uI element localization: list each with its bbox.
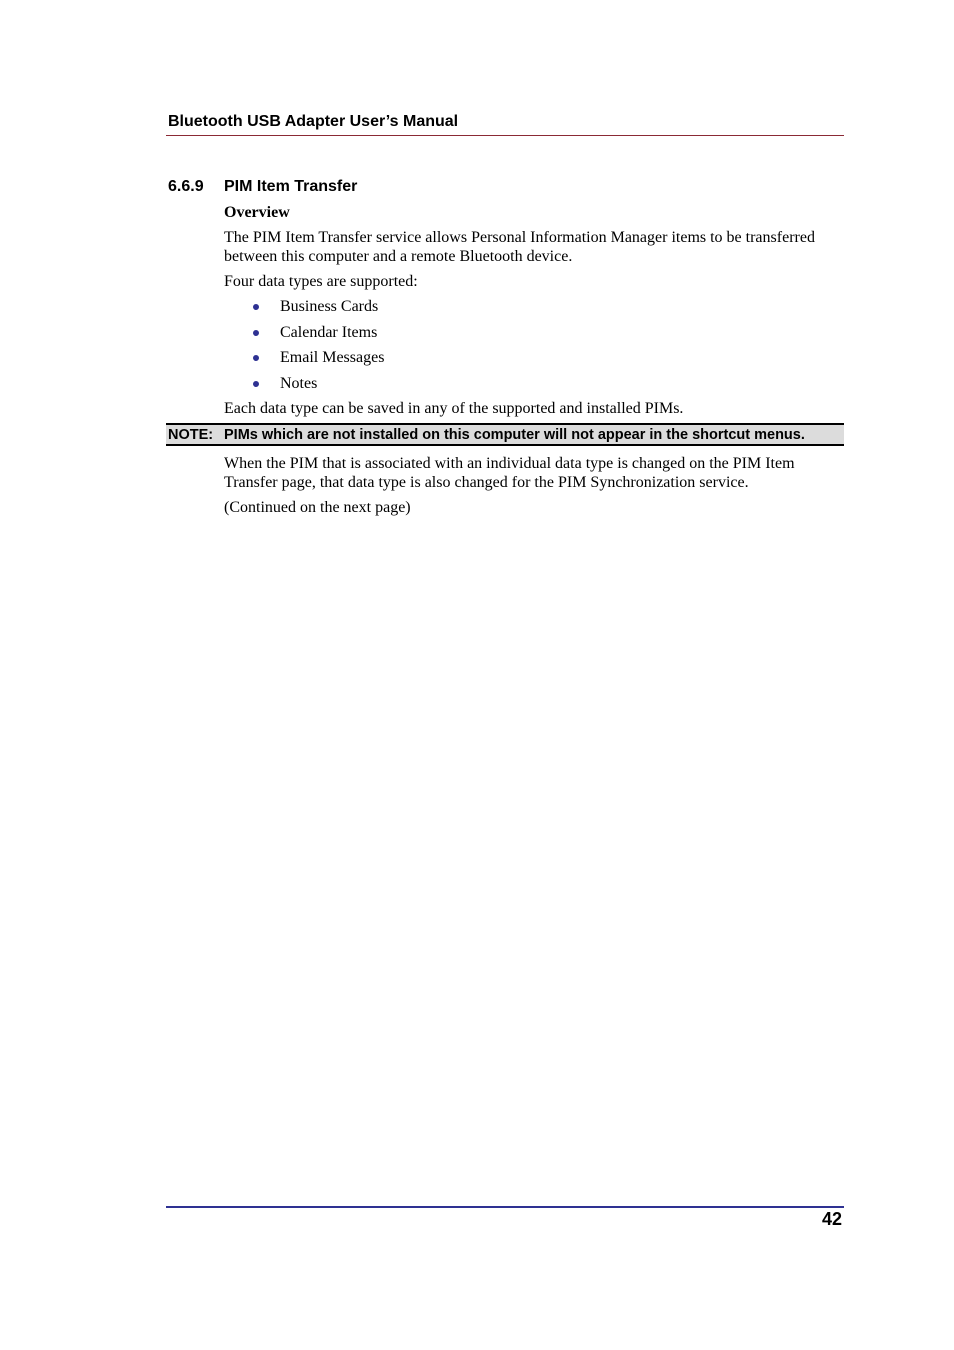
header-rule: [166, 135, 844, 136]
list-item-label: Notes: [280, 374, 318, 392]
footer-rule: [166, 1206, 844, 1208]
intro-paragraph: The PIM Item Transfer service allows Personal Information Manager items to be transferred between this computer and a remote Bluetooth device.: [224, 229, 815, 265]
list-item-label: Business Cards: [280, 298, 379, 315]
association-paragraph: When the PIM that is associated with an individual data type is changed on the PIM Item Transfer page, that data type is also changed for the PIM Synchronization service.: [224, 455, 795, 491]
bullet-icon: [253, 304, 259, 310]
bullet-icon: [253, 355, 259, 361]
note-text: PIMs which are not installed on this computer will not appear in the shortcut menus.: [224, 427, 805, 443]
running-header-title: Bluetooth USB Adapter User’s Manual: [168, 113, 459, 130]
data-types-list: [224, 297, 384, 399]
page-number: 42: [821, 1209, 842, 1229]
list-item: [224, 297, 384, 323]
list-item: [224, 323, 384, 349]
section-heading: [168, 178, 357, 196]
list-item-label: Email Messages: [280, 349, 385, 366]
note-label: NOTE:: [168, 427, 214, 443]
types-outro-paragraph: Each data type can be saved in any of the supported and installed PIMs.: [224, 400, 684, 417]
bullet-icon: [253, 381, 259, 387]
section-title: PIM Item Transfer: [224, 178, 358, 195]
note-box: [166, 423, 844, 446]
overview-subheading: Overview: [224, 204, 290, 221]
types-intro-paragraph: Four data types are supported:: [224, 273, 418, 290]
list-item-label: Calendar Items: [280, 323, 378, 341]
list-item: [224, 348, 384, 374]
section-number: 6.6.9: [168, 178, 204, 195]
list-item: [224, 374, 384, 400]
continued-note: (Continued on the next page): [224, 499, 411, 516]
bullet-icon: [253, 330, 259, 336]
